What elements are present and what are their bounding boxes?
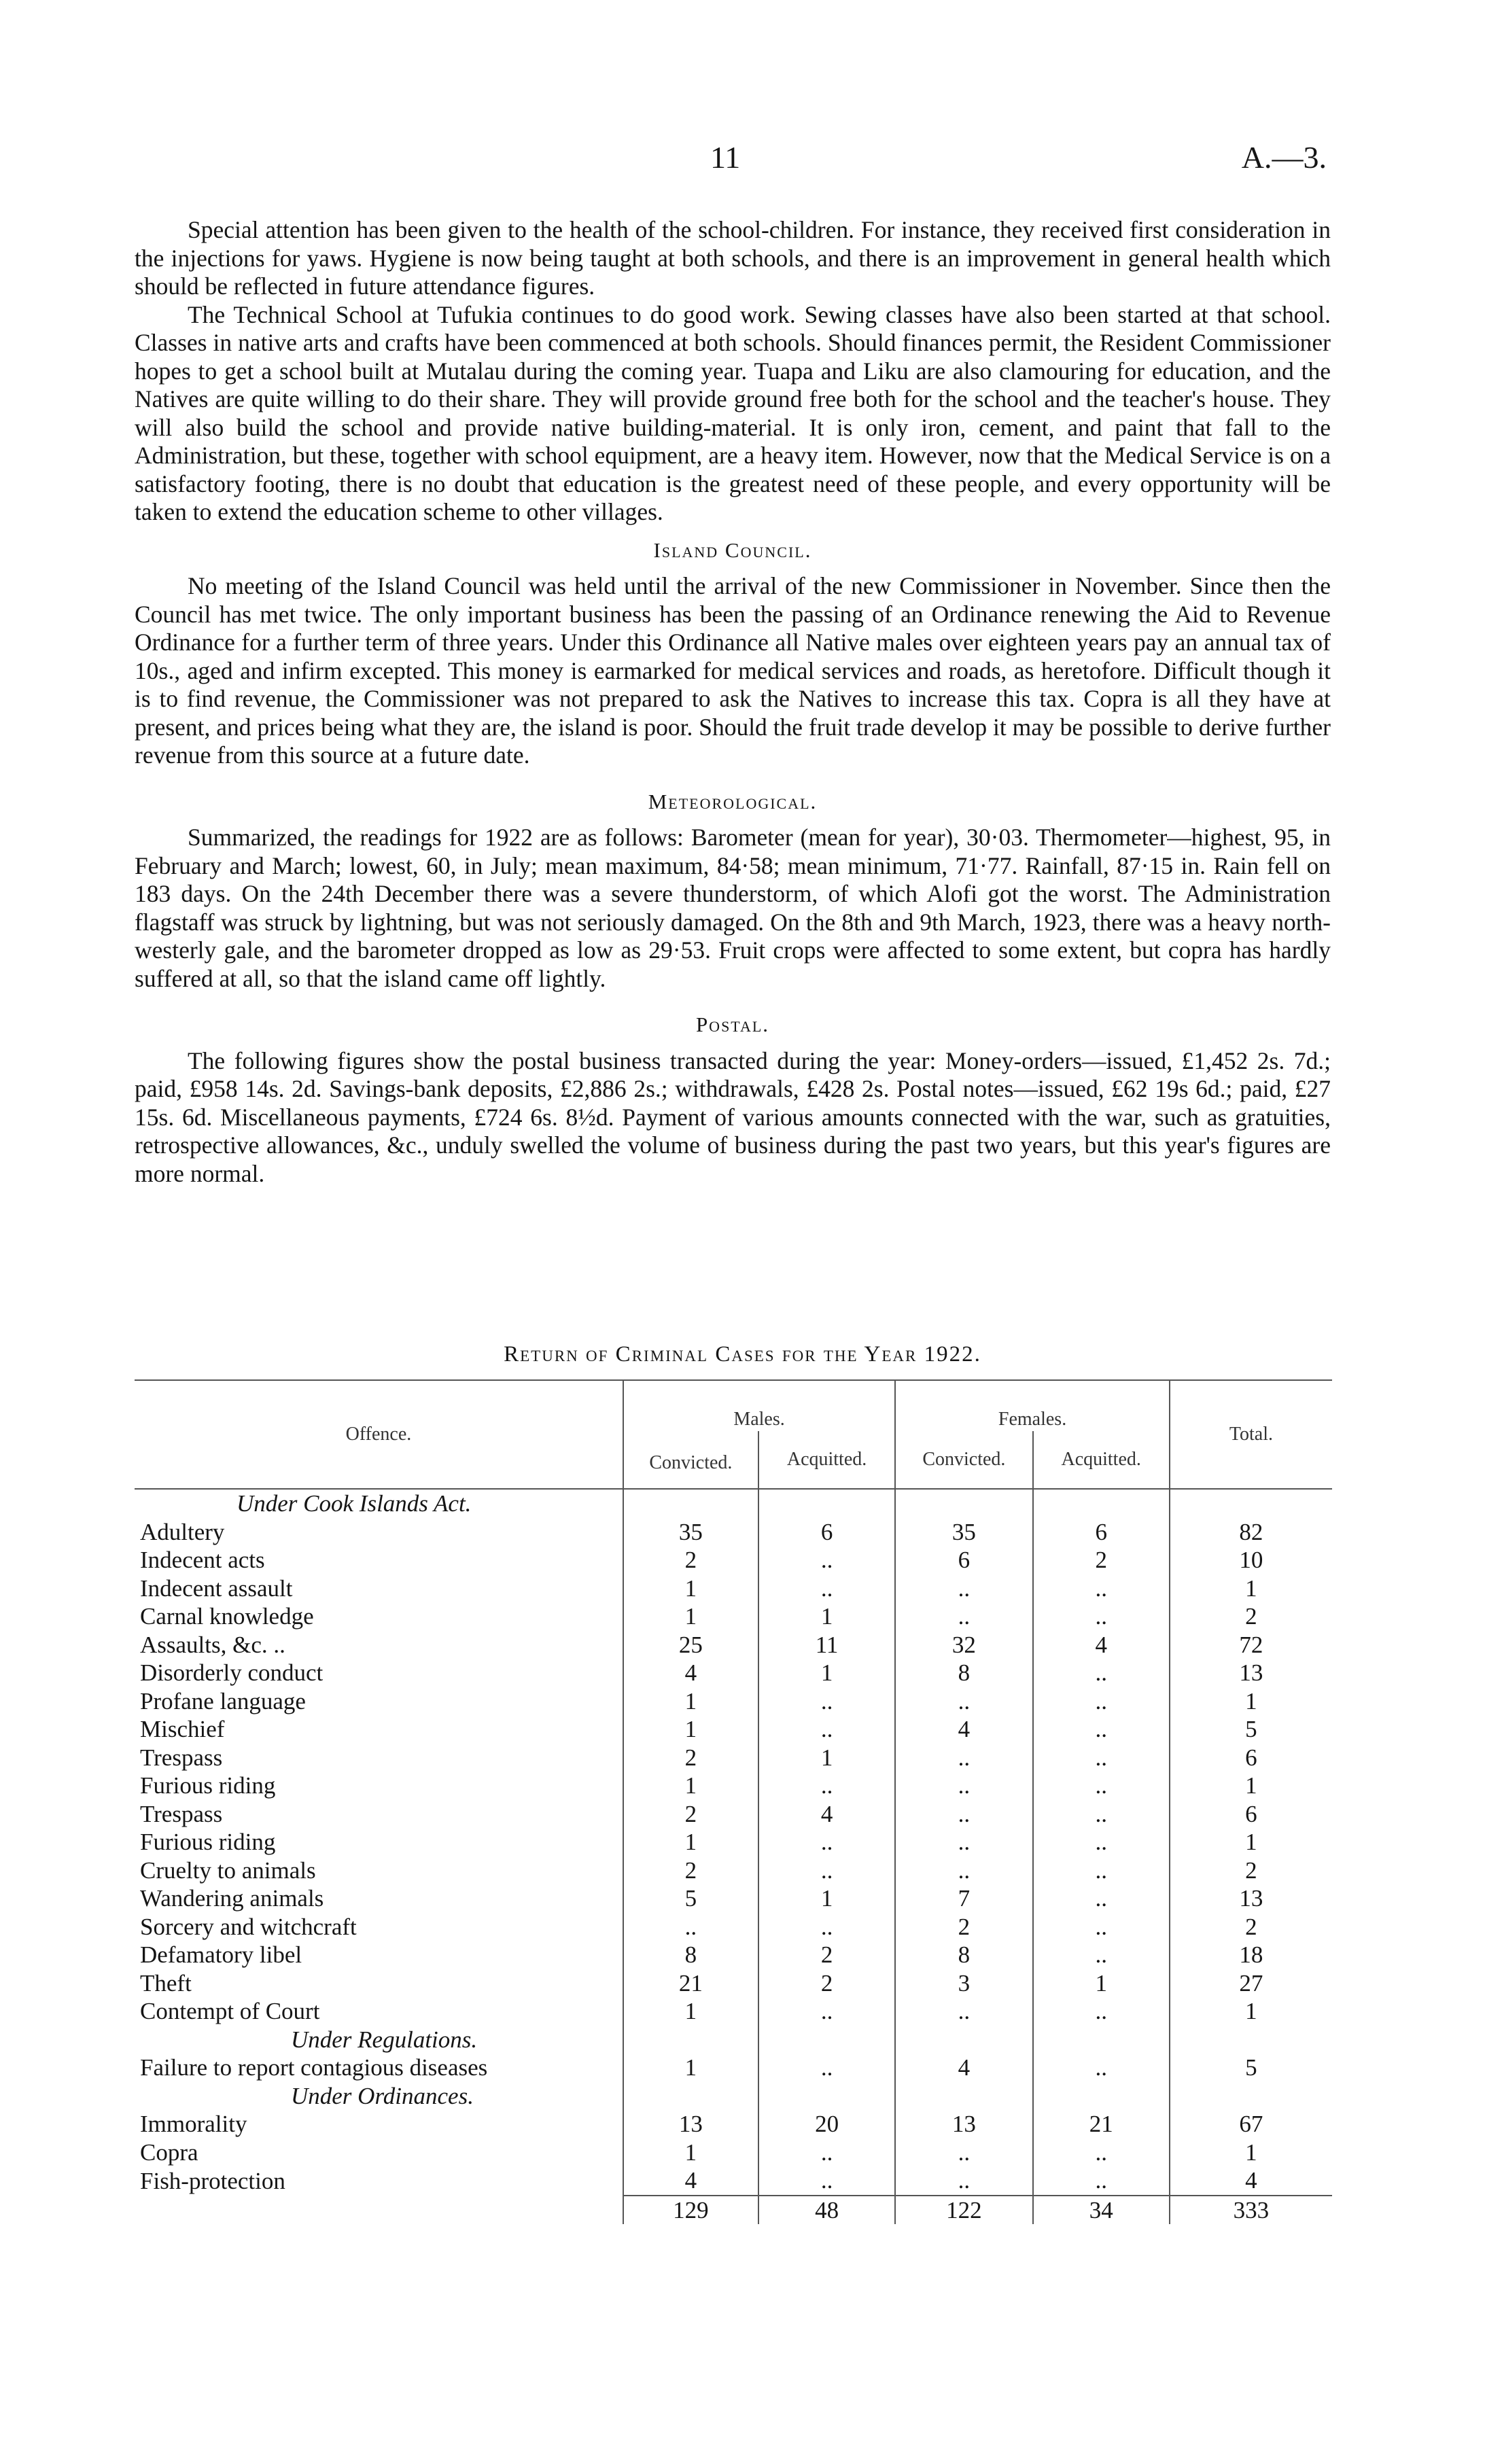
offence-name: Fish-protection xyxy=(140,2167,285,2194)
cell-f-acq: .. xyxy=(1033,1715,1170,1744)
cell-total: 2 xyxy=(1170,1856,1332,1885)
cell-m-conv: 35 xyxy=(623,1518,758,1547)
offence-name: Failure to report contagious diseases xyxy=(140,2054,488,2081)
total-total: 333 xyxy=(1170,2196,1332,2225)
offence-name: Furious riding xyxy=(140,1829,276,1855)
group-heading: Under Cook Islands Act. xyxy=(237,1490,472,1517)
cell-f-conv: 7 xyxy=(895,1884,1032,1913)
table-row xyxy=(135,1828,1332,1856)
cell-f-acq: .. xyxy=(1033,1856,1170,1885)
table-row xyxy=(135,1687,1332,1716)
document-reference: A.—3. xyxy=(1241,140,1327,175)
empty-cell xyxy=(623,2082,758,2111)
cell-total: 5 xyxy=(1170,2054,1332,2082)
totals-label-cell xyxy=(135,2196,623,2225)
cell-m-conv: 13 xyxy=(623,2110,758,2139)
header-males: Males. xyxy=(623,1380,895,1431)
paragraph-technical-school: The Technical School at Tufukia continues to do good work. Sewing classes have also been started at that school. Classes in native arts and crafts have been commenced at both schools. Should finances permit, the Resident Commissioner hopes to get a school built at Mutalau during the coming year. Tuapa and Liku are also clamouring for education, and the Natives are quite willing to do their share. They will provide ground free both for the school and the teacher's house. They will also build the school and provide native building-material. It is only iron, cement, and paint that fall to the Administration, but these, together with school equipment, are a heavy item. However, now that the Medical Service is on a satisfactory footing, there is no doubt that education is the greatest need of these people, and every opportunity will be taken to extend the education scheme to other villages. xyxy=(135,300,1331,525)
header-males-acquitted: Acquitted. xyxy=(758,1431,895,1489)
cell-f-conv: .. xyxy=(895,1828,1032,1856)
cell-m-acq: .. xyxy=(758,1574,895,1603)
offence-name: Theft xyxy=(140,1969,192,1996)
cell-m-acq: .. xyxy=(758,2139,895,2167)
criminal-cases-table xyxy=(135,1379,1332,2224)
table-row xyxy=(135,1941,1332,1969)
empty-cell xyxy=(758,2082,895,2111)
cell-total: 6 xyxy=(1170,1744,1332,1772)
header-offence: Offence. xyxy=(345,1424,412,1445)
table-row xyxy=(135,1518,1332,1547)
paragraph-meteorological: Summarized, the readings for 1922 are as follows: Barometer (mean for year), 30·03. Thermometer—highest, 95, in February and March; lowest, 60, in July; mean maximum, 84·58; mean minimum, 71·77. Rainfall, 87·15 in. Rain fell on 183 days. On the 24th December there was a severe thunderstorm, of which Alofi got the worst. The Administration flagstaff was struck by lightning, but was not seriously damaged. On the 8th and 9th March, 1923, there was a heavy north-westerly gale, and the barometer dropped as low as 29·53. Fruit crops were affected to some extent, but copra has hardly suffered at all, so that the island came off lightly. xyxy=(135,824,1331,992)
cell-m-conv: 21 xyxy=(623,1969,758,1998)
offence-name: Wandering animals xyxy=(140,1885,324,1912)
empty-cell xyxy=(1170,2082,1332,2111)
cell-f-acq: .. xyxy=(1033,2139,1170,2167)
cell-m-conv: 1 xyxy=(623,1574,758,1603)
cell-total: 18 xyxy=(1170,1941,1332,1969)
cell-f-acq: 21 xyxy=(1033,2110,1170,2139)
cell-total: 10 xyxy=(1170,1546,1332,1574)
header-males-convicted: Convicted. xyxy=(623,1431,758,1489)
cell-f-acq: 2 xyxy=(1033,1546,1170,1574)
cell-m-conv: 1 xyxy=(623,1602,758,1631)
cell-m-conv: 2 xyxy=(623,1856,758,1885)
cell-total: 1 xyxy=(1170,1772,1332,1800)
cell-m-conv: 1 xyxy=(623,2139,758,2167)
cell-m-conv: 1 xyxy=(623,1997,758,2026)
cell-m-conv: .. xyxy=(623,1913,758,1941)
cell-total: 82 xyxy=(1170,1518,1332,1547)
offence-name: Contempt of Court xyxy=(140,1998,320,2024)
group-row xyxy=(135,2082,1332,2111)
total-m-conv: 129 xyxy=(623,2196,758,2225)
cell-f-acq: 4 xyxy=(1033,1631,1170,1659)
cell-f-conv: .. xyxy=(895,1856,1032,1885)
cell-total: 13 xyxy=(1170,1884,1332,1913)
cell-m-acq: 1 xyxy=(758,1744,895,1772)
cell-f-conv: 35 xyxy=(895,1518,1032,1547)
cell-total: 4 xyxy=(1170,2166,1332,2196)
group-heading: Under Ordinances. xyxy=(291,2082,474,2109)
offence-name: Cruelty to animals xyxy=(140,1856,316,1884)
empty-cell xyxy=(1170,2026,1332,2054)
offence-name: Trespass xyxy=(140,1744,223,1771)
cell-m-conv: 2 xyxy=(623,1744,758,1772)
cell-f-acq: .. xyxy=(1033,1574,1170,1603)
cell-f-acq: .. xyxy=(1033,1772,1170,1800)
cell-f-acq: .. xyxy=(1033,1828,1170,1856)
table-row xyxy=(135,2054,1332,2082)
cell-f-acq: .. xyxy=(1033,2166,1170,2196)
cell-total: 5 xyxy=(1170,1715,1332,1744)
table-row xyxy=(135,1800,1332,1829)
table-row xyxy=(135,1884,1332,1913)
header-total: Total. xyxy=(1170,1380,1332,1489)
cell-m-acq: .. xyxy=(758,1997,895,2026)
empty-cell xyxy=(758,2026,895,2054)
offence-name: Defamatory libel xyxy=(140,1941,302,1968)
cell-f-acq: .. xyxy=(1033,1913,1170,1941)
table-row xyxy=(135,1744,1332,1772)
cell-f-conv: 8 xyxy=(895,1941,1032,1969)
cell-f-conv: 2 xyxy=(895,1913,1032,1941)
empty-cell xyxy=(1033,1489,1170,1518)
empty-cell xyxy=(1170,1489,1332,1518)
empty-cell xyxy=(1033,2026,1170,2054)
cell-m-acq: 6 xyxy=(758,1518,895,1547)
cell-total: 13 xyxy=(1170,1659,1332,1687)
cell-total: 1 xyxy=(1170,1828,1332,1856)
cell-total: 2 xyxy=(1170,1602,1332,1631)
cell-m-acq: .. xyxy=(758,1687,895,1716)
cell-f-conv: .. xyxy=(895,1800,1032,1829)
cell-m-acq: 2 xyxy=(758,1941,895,1969)
table-body xyxy=(135,1489,1332,2224)
table-row xyxy=(135,1772,1332,1800)
paragraph-postal: The following figures show the postal business transacted during the year: Money-orders—issued, £1,452 2s. 7d.; paid, £958 14s. 2d. Savings-bank deposits, £2,886 2s.; withdrawals, £428 2s. Postal notes—issued, £62 19s 6d.; paid, £27 15s. 6d. Miscellaneous payments, £724 6s. 8½d. Payment of various amounts connected with the war, such as gratuities, retrospective allowances, &c., unduly swelled the volume of business during the past two years, but this year's figures are more normal. xyxy=(135,1046,1331,1187)
cell-m-acq: .. xyxy=(758,2054,895,2082)
offence-name: Mischief xyxy=(140,1716,225,1742)
cell-m-acq: 1 xyxy=(758,1884,895,1913)
empty-cell xyxy=(895,2082,1032,2111)
group-heading: Under Regulations. xyxy=(291,2026,478,2053)
cell-m-conv: 1 xyxy=(623,1715,758,1744)
empty-cell xyxy=(1033,2082,1170,2111)
offence-name: Furious riding xyxy=(140,1772,276,1799)
cell-m-acq: 20 xyxy=(758,2110,895,2139)
offence-name: Disorderly conduct xyxy=(140,1659,324,1686)
page-header xyxy=(0,139,1485,180)
offence-name: Copra xyxy=(140,2139,198,2166)
table-row xyxy=(135,2110,1332,2139)
totals-row xyxy=(135,2196,1332,2225)
cell-f-conv: .. xyxy=(895,1687,1032,1716)
paragraph-island-council: No meeting of the Island Council was held until the arrival of the new Commissioner in November. Since then the Council has met twice. The only important business has been the passing of an Ordinance renewing the Aid to Revenue Ordinance for a further term of three years. Under this Ordinance all Native males over eighteen years pay an annual tax of 10s., aged and infirm excepted. This money is earmarked for medical services and roads, as heretofore. Difficult though it is to find revenue, the Commissioner was not prepared to ask the Natives to increase this tax. Copra is all they have at present, and prices being what they are, the island is poor. Should the fruit trade develop it may be possible to derive further revenue from this source at a future date. xyxy=(135,572,1331,769)
table-row xyxy=(135,1546,1332,1574)
table-title: Return of Criminal Cases for the Year 1922. xyxy=(504,1342,981,1367)
cell-m-acq: 2 xyxy=(758,1969,895,1998)
cell-m-conv: 4 xyxy=(623,1659,758,1687)
cell-m-conv: 5 xyxy=(623,1884,758,1913)
offence-name: Assaults, &c. .. xyxy=(140,1631,285,1658)
group-row xyxy=(135,1489,1332,1518)
cell-f-acq: .. xyxy=(1033,1800,1170,1829)
cell-f-acq: .. xyxy=(1033,1941,1170,1969)
heading-postal: Postal. xyxy=(695,1013,770,1036)
cell-f-conv: 13 xyxy=(895,2110,1032,2139)
cell-f-conv: 32 xyxy=(895,1631,1032,1659)
cell-m-acq: .. xyxy=(758,2166,895,2196)
header-females: Females. xyxy=(895,1380,1170,1431)
cell-m-conv: 25 xyxy=(623,1631,758,1659)
cell-m-acq: .. xyxy=(758,1772,895,1800)
cell-m-acq: 1 xyxy=(758,1659,895,1687)
cell-f-conv: 4 xyxy=(895,2054,1032,2082)
cell-f-conv: .. xyxy=(895,1744,1032,1772)
cell-f-conv: .. xyxy=(895,2139,1032,2167)
table-row xyxy=(135,2139,1332,2167)
cell-m-conv: 1 xyxy=(623,1828,758,1856)
cell-f-acq: .. xyxy=(1033,1602,1170,1631)
cell-m-acq: 1 xyxy=(758,1602,895,1631)
cell-total: 6 xyxy=(1170,1800,1332,1829)
offence-name: Indecent assault xyxy=(140,1574,293,1602)
offence-name: Indecent acts xyxy=(140,1547,265,1573)
cell-f-acq: 6 xyxy=(1033,1518,1170,1547)
cell-total: 72 xyxy=(1170,1631,1332,1659)
cell-total: 1 xyxy=(1170,1687,1332,1716)
cell-m-acq: 11 xyxy=(758,1631,895,1659)
empty-cell xyxy=(895,1489,1032,1518)
cell-m-acq: .. xyxy=(758,1856,895,1885)
cell-m-conv: 2 xyxy=(623,1546,758,1574)
cell-m-conv: 4 xyxy=(623,2166,758,2196)
header-females-convicted: Convicted. xyxy=(895,1431,1032,1489)
cell-f-acq: .. xyxy=(1033,1884,1170,1913)
table-row xyxy=(135,1913,1332,1941)
report-body xyxy=(135,216,1331,1188)
empty-cell xyxy=(623,1489,758,1518)
offence-name: Adultery xyxy=(140,1518,225,1545)
cell-total: 67 xyxy=(1170,2110,1332,2139)
header-females-acquitted: Acquitted. xyxy=(1033,1431,1170,1489)
heading-island-council: Island Council. xyxy=(653,538,812,562)
cell-m-acq: .. xyxy=(758,1546,895,1574)
group-row xyxy=(135,2026,1332,2054)
cell-m-conv: 1 xyxy=(623,1687,758,1716)
offence-name: Carnal knowledge xyxy=(140,1603,314,1630)
cell-f-conv: 8 xyxy=(895,1659,1032,1687)
cell-f-conv: .. xyxy=(895,1574,1032,1603)
empty-cell xyxy=(895,2026,1032,2054)
table-row xyxy=(135,1856,1332,1885)
cell-total: 2 xyxy=(1170,1913,1332,1941)
heading-meteorological: Meteorological. xyxy=(648,789,818,813)
paragraph-health: Special attention has been given to the health of the school-children. For instance, they received first consideration in the injections for yaws. Hygiene is now being taught at both schools, and there is an improvement in general health which should be reflected in future attendance figures. xyxy=(135,216,1331,300)
empty-cell xyxy=(758,1489,895,1518)
offence-name: Sorcery and witchcraft xyxy=(140,1913,357,1940)
cell-f-conv: .. xyxy=(895,1772,1032,1800)
table-row xyxy=(135,1969,1332,1998)
table-row xyxy=(135,2166,1332,2196)
offence-name: Immorality xyxy=(140,2111,247,2137)
table-row xyxy=(135,1659,1332,1687)
table-row xyxy=(135,1574,1332,1603)
cell-total: 1 xyxy=(1170,1574,1332,1603)
cell-total: 27 xyxy=(1170,1969,1332,1998)
cell-total: 1 xyxy=(1170,2139,1332,2167)
cell-f-conv: .. xyxy=(895,1997,1032,2026)
cell-m-conv: 1 xyxy=(623,1772,758,1800)
cell-m-conv: 2 xyxy=(623,1800,758,1829)
cell-f-conv: .. xyxy=(895,2166,1032,2196)
offence-name: Trespass xyxy=(140,1800,223,1827)
cell-m-conv: 8 xyxy=(623,1941,758,1969)
cell-f-acq: 1 xyxy=(1033,1969,1170,1998)
table-row xyxy=(135,1715,1332,1744)
table-row xyxy=(135,1602,1332,1631)
table-row xyxy=(135,1997,1332,2026)
empty-cell xyxy=(623,2026,758,2054)
cell-f-conv: 3 xyxy=(895,1969,1032,1998)
cell-f-conv: .. xyxy=(895,1602,1032,1631)
cell-m-conv: 1 xyxy=(623,2054,758,2082)
cell-f-acq: .. xyxy=(1033,1997,1170,2026)
total-f-conv: 122 xyxy=(895,2196,1032,2225)
table-row xyxy=(135,1631,1332,1659)
cell-f-acq: .. xyxy=(1033,2054,1170,2082)
cell-total: 1 xyxy=(1170,1997,1332,2026)
total-f-acq: 34 xyxy=(1033,2196,1170,2225)
cell-f-conv: 6 xyxy=(895,1546,1032,1574)
cell-f-conv: 4 xyxy=(895,1715,1032,1744)
cell-f-acq: .. xyxy=(1033,1744,1170,1772)
cell-m-acq: .. xyxy=(758,1715,895,1744)
total-m-acq: 48 xyxy=(758,2196,895,2225)
cell-m-acq: .. xyxy=(758,1913,895,1941)
offence-name: Profane language xyxy=(140,1687,306,1714)
cell-m-acq: 4 xyxy=(758,1800,895,1829)
page-number: 11 xyxy=(710,140,741,175)
cell-f-acq: .. xyxy=(1033,1659,1170,1687)
cell-m-acq: .. xyxy=(758,1828,895,1856)
cell-f-acq: .. xyxy=(1033,1687,1170,1716)
